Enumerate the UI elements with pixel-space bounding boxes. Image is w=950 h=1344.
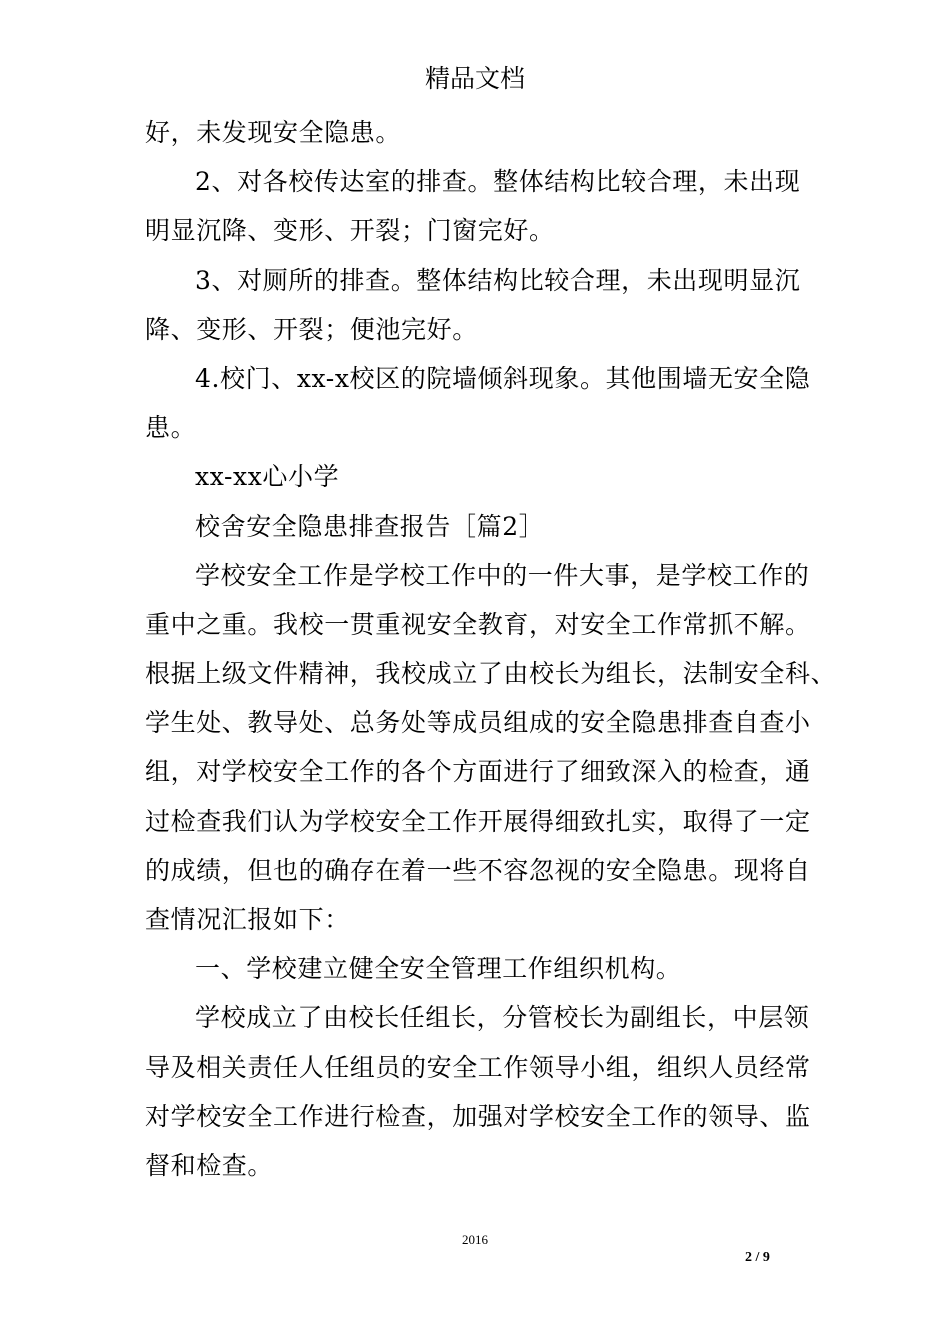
- text-line: 明显沉降、变形、开裂；门窗完好。: [145, 216, 555, 246]
- text-line: 校舍安全隐患排查报告［篇2］: [195, 511, 545, 541]
- page-header-title: 精品文档: [424, 64, 525, 93]
- text-line: 组，对学校安全工作的各个方面进行了细致深入的检查，通: [145, 757, 811, 787]
- text-line: 根据上级文件精神，我校成立了由校长为组长，法制安全科、: [145, 659, 837, 689]
- text-line: 对学校安全工作进行检查，加强对学校安全工作的领导、监: [145, 1101, 811, 1131]
- text-line: 过检查我们认为学校安全工作开展得细致扎实，取得了一定: [145, 806, 811, 836]
- text-line: 学生处、教导处、总务处等成员组成的安全隐患排查自查小: [145, 708, 811, 738]
- text-line: 患。: [145, 413, 197, 443]
- document-body: [145, 108, 837, 1190]
- page-number: 2 / 9: [745, 1250, 770, 1265]
- text-line: 好，未发现安全隐患。: [145, 118, 402, 147]
- text-line: 3、对厕所的排查。整体结构比较合理，未出现明显沉: [195, 265, 801, 295]
- footer-year: 2016: [462, 1232, 488, 1247]
- text-line: xx-xx心小学: [195, 462, 340, 492]
- text-line: 学校成立了由校长任组长，分管校长为副组长，中层领: [195, 1003, 810, 1033]
- text-line: 督和检查。: [145, 1150, 274, 1180]
- text-line: 查情况汇报如下：: [145, 905, 350, 934]
- text-line: 一、学校建立健全安全管理工作组织机构。: [195, 954, 682, 984]
- text-line: 重中之重。我校一贯重视安全教育，对安全工作常抓不解。: [145, 609, 811, 639]
- text-line: 学校安全工作是学校工作中的一件大事，是学校工作的: [195, 560, 810, 590]
- text-line: 的成绩，但也的确存在着一些不容忽视的安全隐患。现将自: [145, 855, 811, 885]
- text-line: 2、对各校传达室的排查。整体结构比较合理，未出现: [195, 167, 801, 197]
- text-line: 降、变形、开裂；便池完好。: [145, 314, 478, 344]
- text-line: 导及相关责任人任组员的安全工作领导小组，组织人员经常: [145, 1052, 811, 1082]
- text-line: 4.校门、xx-x校区的院墙倾斜现象。其他围墙无安全隐: [195, 363, 811, 393]
